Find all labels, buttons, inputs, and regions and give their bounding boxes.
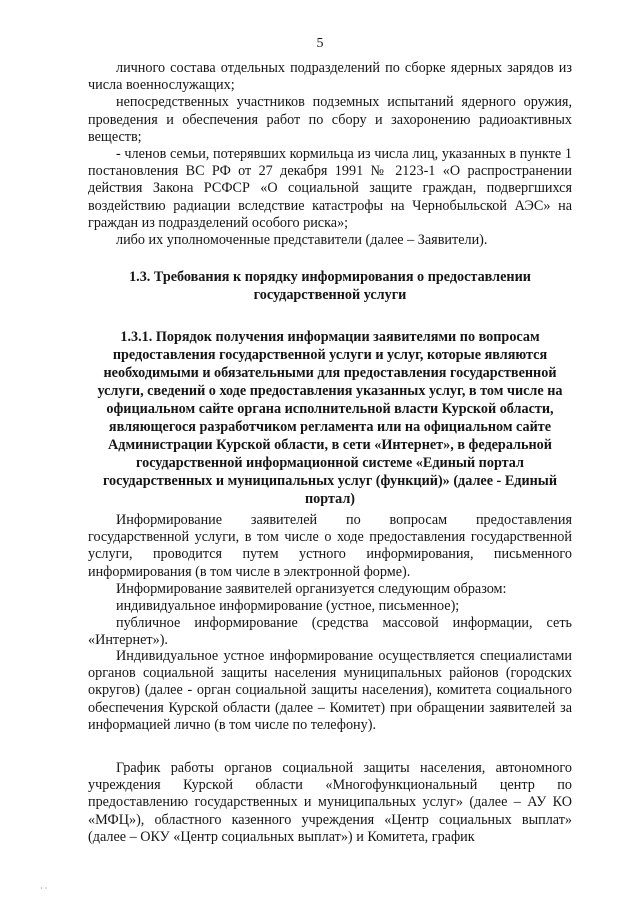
paragraph: личного состава отдельных подразделений по сборке ядерных зарядов из числа военнослужащих;: [88, 60, 572, 94]
paragraph: публичное информирование (средства массовой информации, сеть «Интернет»).: [88, 615, 572, 649]
subsection-heading: 1.3.1. Порядок получения информации заявителями по вопросам предоставления государственной услуги и услуг, которые являются необходимыми и обязательными для предоставления государственной услуги, сведений о ходе предоставления указанных услуг, в том числе на официальном сайте органа исполнительной власти Курской области, являющегося разработчиком регламента или на официальном сайте Администрации Курской области, в сети «Интернет», в федеральной государственной информационной системе «Единый портал государственных и муниципальных услуг (функций)» (далее - Единый портал): [97, 329, 563, 507]
paragraph: непосредственных участников подземных испытаний ядерного оружия, проведения и обеспечения работ по сбору и захоронению радиоактивных веществ;: [88, 94, 572, 145]
body-block-c: [88, 760, 572, 846]
paragraph: Информирование заявителей организуется следующим образом:: [116, 580, 507, 597]
section-heading: 1.3. Требования к порядку информирования о предоставлении государственной услуги: [129, 269, 531, 303]
body-block-b: [88, 648, 572, 734]
page-number: 5: [316, 36, 324, 51]
scan-speck: · ·: [40, 884, 48, 893]
paragraph: Индивидуальное устное информирование осуществляется специалистами органов социальной защиты населения муниципальных районов (городских округов) (далее - орган социальной защиты населения), комитета социального обеспечения Курской области (далее – Комитет) при обращении заявителей за информацией лично (в том числе по телефону).: [88, 648, 572, 733]
paragraph: Информирование заявителей по вопросам предоставления государственной услуги, в том числе о ходе предоставления государственной услуги, проводится путем устного информирования, письменного информирования (в том числе в электронной форме).: [88, 512, 572, 580]
paragraph: индивидуальное информирование (устное, письменное);: [116, 598, 460, 615]
paragraph: График работы органов социальной защиты населения, автономного учреждения Курской области «Многофункциональный центр по предоставлению государственных и муниципальных услуг» (далее – АУ КО «МФЦ»), областного казенного учреждения «Центр социальных выплат» (далее – ОКУ «Центр социальных выплат») и Комитета, график: [88, 760, 572, 845]
body-block-a: [88, 512, 572, 650]
paragraph: либо их уполномоченные представители (далее – Заявители).: [116, 232, 488, 249]
intro-block: [88, 60, 572, 249]
paragraph: - членов семьи, потерявших кормильца из числа лиц, указанных в пункте 1 постановления ВС РФ от 27 декабря 1991 № 2123-1 «О распространении действия Закона РСФСР «О социальной защите граждан, подвергшихся воздействию радиации вследствие катастрофы на Чернобыльской АЭС» на граждан из подразделений особого риска»;: [88, 146, 572, 231]
